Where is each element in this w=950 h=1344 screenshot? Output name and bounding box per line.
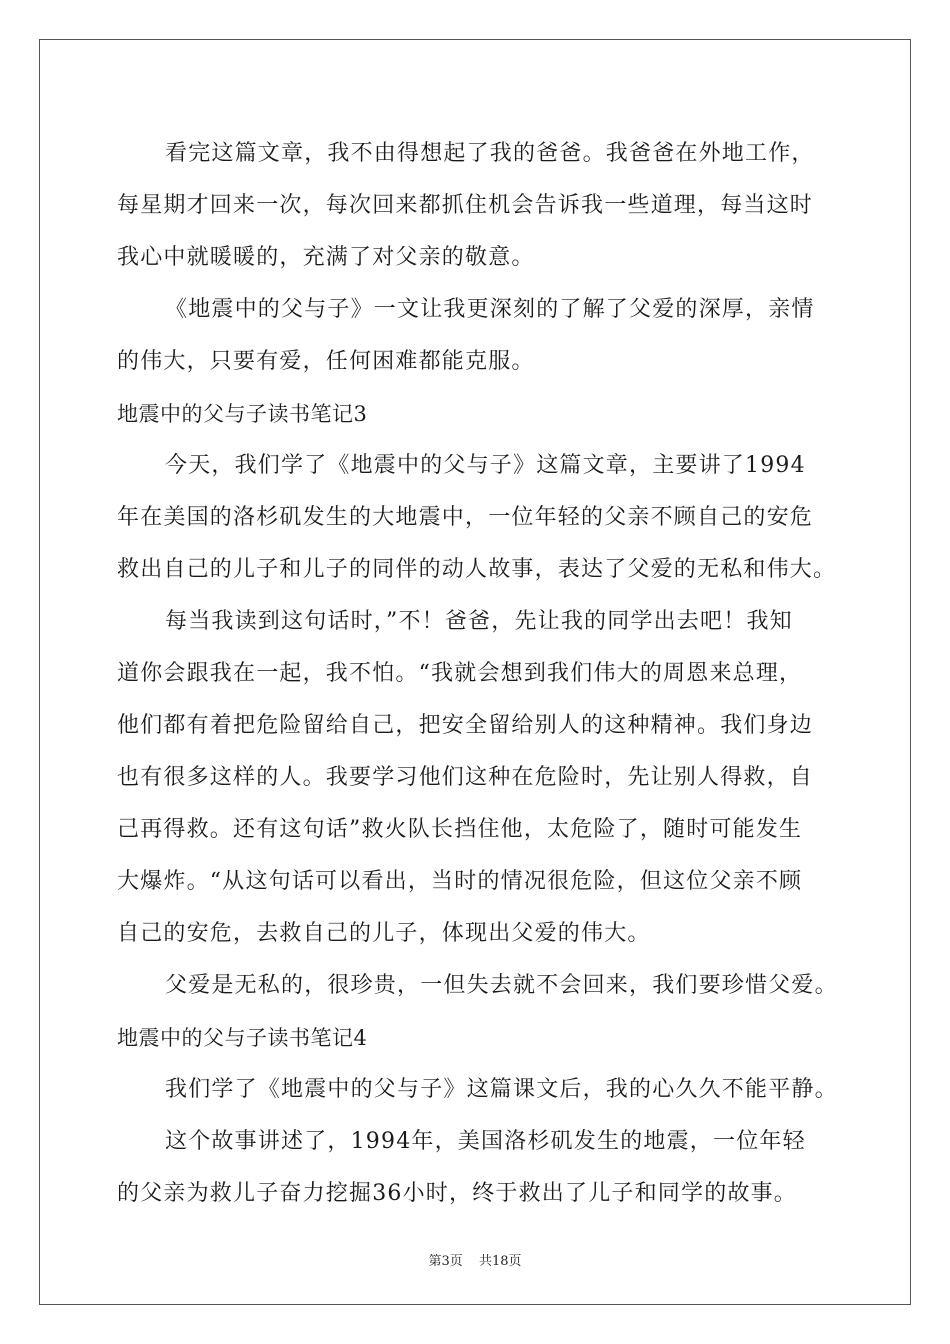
paragraph-line: 救出自己的儿子和儿子的同伴的动人故事，表达了父爱的无私和伟大。 xyxy=(117,557,837,582)
paragraph-line: 年在美国的洛杉矶发生的大地震中，一位年轻的父亲不顾自己的安危 xyxy=(117,505,814,530)
page-footer xyxy=(0,1250,950,1269)
paragraph-first-line: 这个故事讲述了，1994年，美国洛杉矶发生的地震，一位年轻 xyxy=(165,1129,806,1154)
section-heading: 地震中的父与子读书笔记4 xyxy=(117,1026,368,1050)
paragraph-line: 道你会跟我在一起，我不怕。“我就会想到我们伟大的周恩来总理， xyxy=(117,661,803,686)
paragraph-first-line: 父爱是无私的，很珍贵，一但失去就不会回来，我们要珍惜父爱。 xyxy=(165,973,838,998)
page-number: 第3页 xyxy=(428,1254,463,1269)
paragraph-first-line: 每当我读到这句话时，”不！爸爸，先让我的同学出去吧！我知 xyxy=(165,609,793,634)
paragraph-line: 每星期才回来一次，每次回来都抓住机会告诉我一些道理，每当这时 xyxy=(117,193,814,218)
document-body xyxy=(117,128,837,1220)
paragraph-line: 他们都有着把危险留给自己，把安全留给别人的这种精神。我们身边 xyxy=(117,713,814,738)
paragraph-line: 的伟大，只要有爱，任何困难都能克服。 xyxy=(117,349,535,374)
paragraph-line: 也有很多这样的人。我要学习他们这种在危险时，先让别人得救，自 xyxy=(117,765,814,790)
paragraph-first-line: 《地震中的父与子》一文让我更深刻的了解了父爱的深厚，亲情 xyxy=(165,297,815,322)
paragraph-line: 我心中就暖暖的，充满了对父亲的敬意。 xyxy=(117,245,535,270)
paragraph-first-line: 今天，我们学了《地震中的父与子》这篇文章，主要讲了1994 xyxy=(165,453,806,478)
paragraph-line: 自己的安危，去救自己的儿子，体现出父爱的伟大。 xyxy=(117,921,651,946)
paragraph-line: 的父亲为救儿子奋力挖掘36小时，终于救出了儿子和同学的故事。 xyxy=(117,1181,797,1206)
paragraph-line: 大爆炸。“从这句话可以看出，当时的情况很危险，但这位父亲不顾 xyxy=(117,869,803,894)
paragraph-first-line: 我们学了《地震中的父与子》这篇课文后，我的心久久不能平静。 xyxy=(165,1077,838,1102)
paragraph-first-line: 看完这篇文章，我不由得想起了我的爸爸。我爸爸在外地工作， xyxy=(165,141,815,166)
section-heading: 地震中的父与子读书笔记3 xyxy=(117,402,368,426)
page-total: 共18页 xyxy=(478,1254,522,1269)
paragraph-line: 己再得救。还有这句话”救火队长挡住他，太危险了，随时可能发生 xyxy=(117,817,803,842)
